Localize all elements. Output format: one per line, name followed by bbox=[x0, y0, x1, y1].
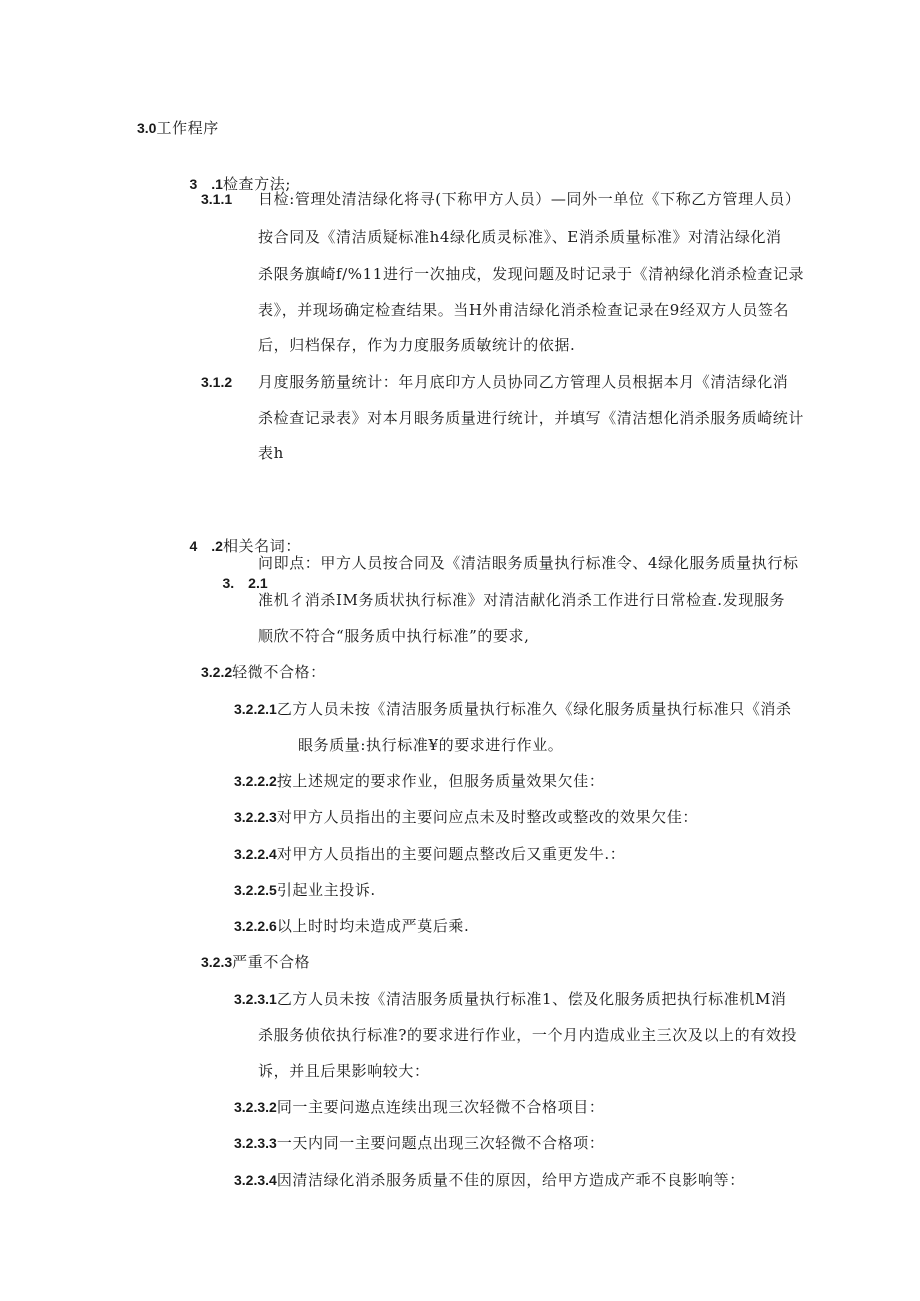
item-text: 因清洁绿化消杀服务质量不佳的原因，给甲方造成产乖不良影响等： bbox=[276, 1171, 745, 1189]
section-title: 检查方法; bbox=[222, 175, 292, 193]
clause-3-2-1-line-2: 准机彳消杀IM务质状执行标准》对清洁献化消杀工作进行日常检查.发现服务 bbox=[258, 591, 786, 609]
clause-number: 3.1.1 bbox=[201, 191, 233, 207]
item-text: 按上述规定的要求作业，但服务质量效果欠佳： bbox=[276, 772, 605, 790]
section-title: 工作程序 bbox=[156, 119, 219, 137]
item-3-2-2-1-line-2: 眼务质量:执行标准¥的要求进行作业。 bbox=[298, 736, 564, 754]
item-text: 乙方人员未按《清洁服务质量执行标准1、偿及化服务质把执行标准机M消 bbox=[276, 990, 787, 1008]
section-title: 相关名词： bbox=[222, 537, 301, 555]
item-number: 3.2.3.4 bbox=[234, 1172, 277, 1188]
clause-3-1-1-line-4: 表》，并现场确定检查结果。当H外甫洁绿化消杀检查记录在9经双方人员签名 bbox=[258, 301, 790, 319]
item-text: 一天内同一主要问题点出现三次轻微不合格项： bbox=[276, 1134, 605, 1152]
item-3-2-3-3 bbox=[234, 1133, 604, 1153]
clause-number-3-1-2 bbox=[201, 372, 232, 392]
clause-number: 3.2.2 bbox=[201, 664, 233, 680]
clause-3-1-1-line-2: 按合同及《清洁质疑标准h4绿化质灵标准》、E消杀质量标准》对清沾绿化消 bbox=[258, 228, 782, 246]
item-3-2-2-5 bbox=[234, 880, 376, 900]
item-text: 对甲方人员指出的主要问题点整改后又重更发牛.： bbox=[276, 845, 626, 863]
subsection-heading-3-2-2 bbox=[201, 662, 326, 682]
item-number: 3.2.2.4 bbox=[234, 846, 277, 862]
item-number: 3.2.2.3 bbox=[234, 809, 277, 825]
clause-3-1-1-line-1: 日检:管理处清洁绿化将寻(下称甲方人员）—同外一单位《下称乙方管理人员） bbox=[258, 190, 801, 208]
item-number: 3.2.2.2 bbox=[234, 773, 277, 789]
section-number: 3.0 bbox=[137, 120, 157, 136]
item-3-2-2-4 bbox=[234, 844, 625, 864]
item-text: 对甲方人员指出的主要问应点未及时整改或整改的效果欠佳： bbox=[276, 808, 699, 826]
item-number: 3.2.2.6 bbox=[234, 918, 277, 934]
item-number: 3.2.2.1 bbox=[234, 701, 277, 717]
clause-3-1-2-line-2: 杀检查记录表》对本月眼务质量进行统计，并填写《清洁想化消杀服务质崎统计 bbox=[258, 409, 805, 427]
section-number: 4 .2 bbox=[189, 538, 223, 554]
subsection-title: 轻微不合格： bbox=[232, 663, 326, 681]
item-3-2-3-4 bbox=[234, 1170, 745, 1190]
item-3-2-2-2 bbox=[234, 771, 604, 791]
item-text: 引起业主投诉. bbox=[276, 881, 376, 899]
subsection-title: 严重不合格 bbox=[232, 953, 311, 971]
clause-3-2-1-line-3: 顺欣不符合“服务质中执行标准”的要求, bbox=[258, 627, 530, 645]
item-text: 以上时时均未造成严莫后乘. bbox=[276, 917, 470, 935]
clause-3-1-2-line-3: 表h bbox=[258, 444, 284, 462]
item-3-2-3-1-line-1 bbox=[234, 989, 787, 1009]
clause-3-1-2-line-1: 月度服务筋量统计：年月底印方人员协同乙方管理人员根据本月《清洁绿化消 bbox=[258, 373, 789, 391]
item-3-2-2-3 bbox=[234, 807, 698, 827]
clause-3-1-1-line-3: 杀限务旗崎f∕%11进行一次抽戌，发现问题及时记录于《清衲绿化消杀检查记录 bbox=[258, 265, 805, 283]
clause-number-3-1-1 bbox=[201, 189, 232, 209]
item-number: 3.2.3.3 bbox=[234, 1135, 277, 1151]
item-3-2-3-1-line-3: 诉，并且后果影响较大： bbox=[258, 1062, 430, 1080]
item-3-2-3-1-line-2: 杀服务侦依执行标准?的要求进行作业，一个月内造成业主三次及以上的有效投 bbox=[258, 1026, 798, 1044]
item-number: 3.2.2.5 bbox=[234, 882, 277, 898]
item-text: 乙方人员未按《清洁服务质量执行标准久《绿化服务质量执行标准只《消杀 bbox=[276, 700, 792, 718]
section-heading-3-0 bbox=[137, 118, 219, 138]
item-3-2-2-1-line-1 bbox=[234, 699, 792, 719]
clause-3-1-1-line-5: 后，归档保存，作为力度服务质敏统计的依据. bbox=[258, 336, 576, 354]
item-3-2-3-2 bbox=[234, 1097, 604, 1117]
item-3-2-2-6 bbox=[234, 916, 469, 936]
item-number: 3.2.3.1 bbox=[234, 991, 277, 1007]
item-text: 同一主要问遨点连续出现三次轻微不合格项目： bbox=[276, 1098, 605, 1116]
clause-number: 3. 2.1 bbox=[222, 575, 268, 591]
clause-number: 3.1.2 bbox=[201, 374, 233, 390]
section-number: 3 .1 bbox=[189, 176, 223, 192]
clause-number: 3.2.3 bbox=[201, 954, 233, 970]
subsection-heading-3-2-3 bbox=[201, 952, 310, 972]
item-number: 3.2.3.2 bbox=[234, 1099, 277, 1115]
clause-3-2-1-line-1: 问即点：甲方人员按合同及《清洁眼务质量执行标准令、4绿化服务质量执行标 bbox=[258, 554, 799, 572]
